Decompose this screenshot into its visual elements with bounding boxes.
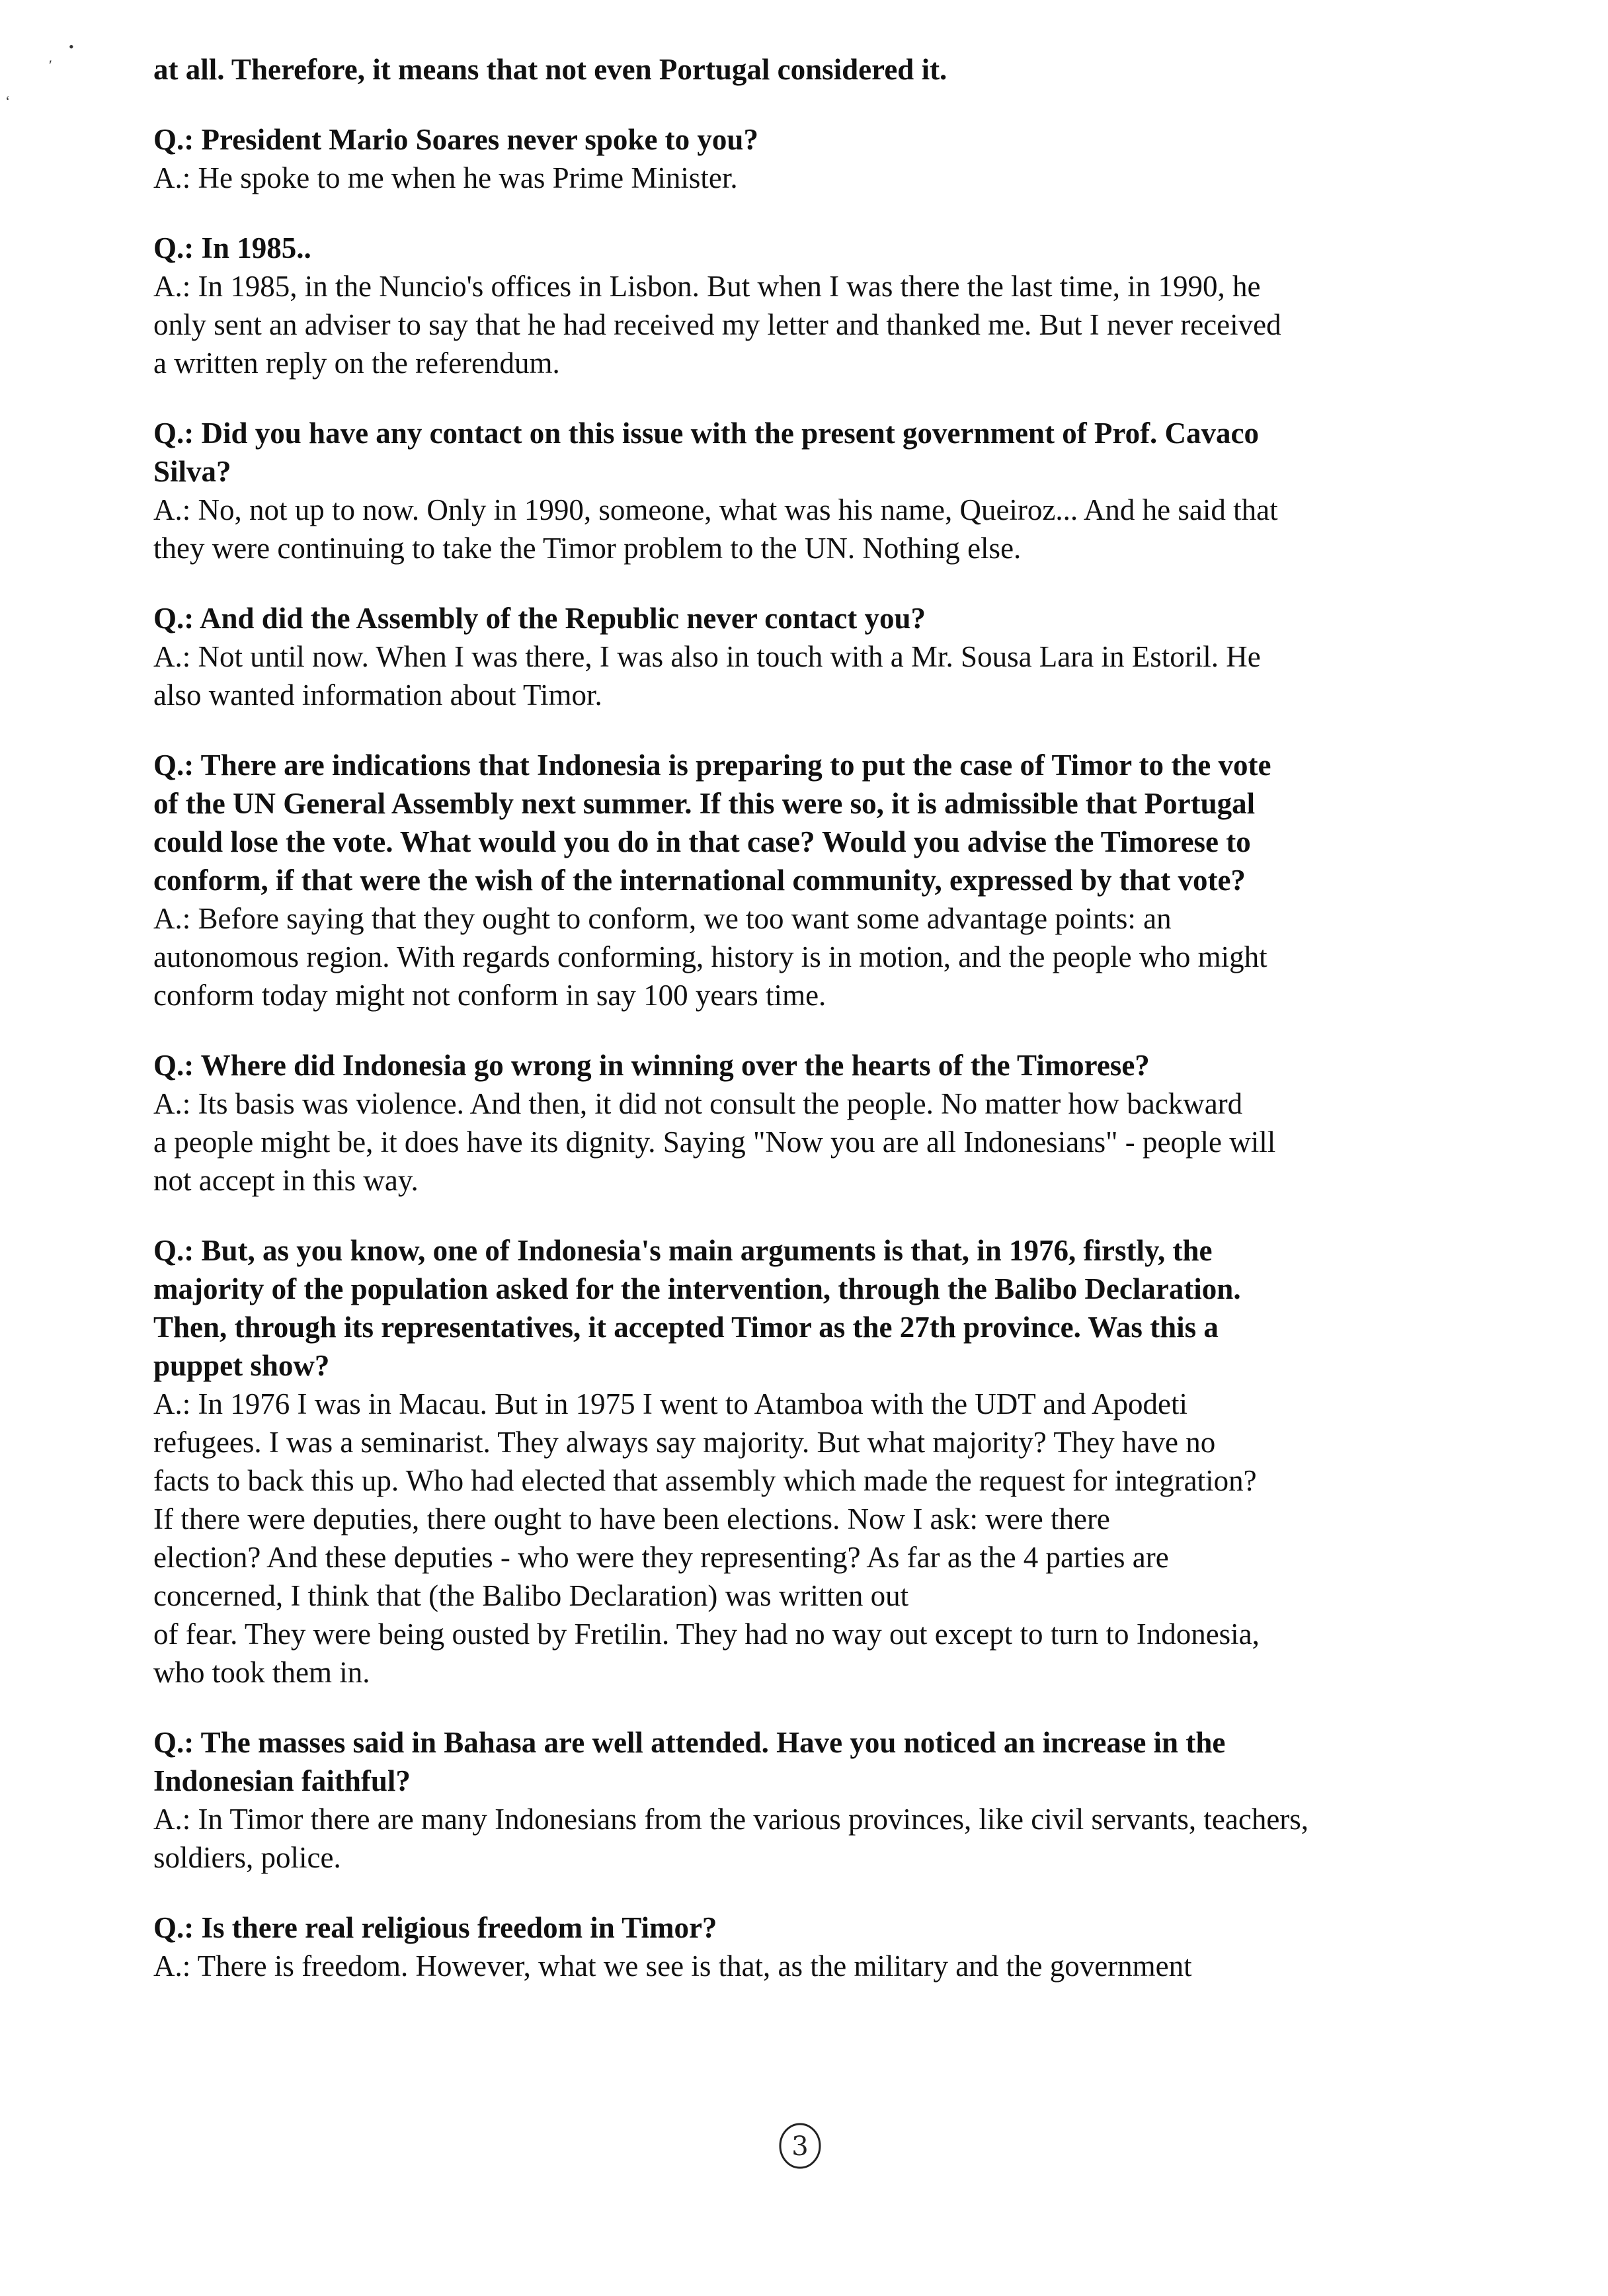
qa-block xyxy=(153,229,1443,382)
document-page xyxy=(153,50,1443,1985)
page-number: 3 xyxy=(791,2131,809,2162)
question-line: Indonesian faithful? xyxy=(153,1764,411,1797)
answer-line: only sent an adviser to say that he had received my letter and thanked me. But I never received xyxy=(153,308,1281,341)
answer-line: a written reply on the referendum. xyxy=(153,347,560,380)
question-line: Then, through its representatives, it accepted Timor as the 27th province. Was this a xyxy=(153,1311,1219,1344)
qa-block xyxy=(153,599,1443,714)
qa-block xyxy=(153,120,1443,197)
qa-block xyxy=(153,1231,1443,1692)
answer-line: facts to back this up. Who had elected that assembly which made the request for integration? xyxy=(153,1464,1257,1497)
answer-line: A.: No, not up to now. Only in 1990, someone, what was his name, Queiroz... And he said that xyxy=(153,493,1278,526)
answer-line: A.: In Timor there are many Indonesians from the various provinces, like civil servants, teachers, xyxy=(153,1803,1309,1836)
question-line: Q.: But, as you know, one of Indonesia's main arguments is that, in 1976, firstly, the xyxy=(153,1234,1213,1267)
qa-block xyxy=(153,746,1443,1014)
opening-line: at all. Therefore, it means that not even Portugal considered it. xyxy=(153,53,947,86)
answer-line: A.: He spoke to me when he was Prime Minister. xyxy=(153,161,738,194)
answer-line: of fear. They were being ousted by Fretilin. They had no way out except to turn to Indonesia, xyxy=(153,1618,1260,1651)
question-line: of the UN General Assembly next summer. If this were so, it is admissible that Portugal xyxy=(153,787,1256,820)
answer-line: refugees. I was a seminarist. They always say majority. But what majority? They have no xyxy=(153,1426,1216,1459)
answer-line: A.: There is freedom. However, what we see is that, as the military and the government xyxy=(153,1949,1192,1983)
question-line: Q.: President Mario Soares never spoke to you? xyxy=(153,123,758,156)
question-line: puppet show? xyxy=(153,1349,330,1382)
answer-line: soldiers, police. xyxy=(153,1841,341,1874)
answer-line: election? And these deputies - who were they representing? As far as the 4 parties are xyxy=(153,1541,1169,1574)
answer-line: A.: Not until now. When I was there, I was also in touch with a Mr. Sousa Lara in Estoril. He xyxy=(153,640,1261,673)
question-line: Q.: Is there real religious freedom in Timor? xyxy=(153,1911,717,1944)
answer-line: a people might be, it does have its dignity. Saying "Now you are all Indonesians" - people will xyxy=(153,1126,1276,1159)
answer-line: conform today might not conform in say 100 years time. xyxy=(153,979,826,1012)
answer-line: who took them in. xyxy=(153,1656,370,1689)
question-line: Q.: There are indications that Indonesia is preparing to put the case of Timor to the vote xyxy=(153,749,1271,782)
answer-line: A.: Before saying that they ought to conform, we too want some advantage points: an xyxy=(153,902,1172,935)
question-line: Q.: Where did Indonesia go wrong in winning over the hearts of the Timorese? xyxy=(153,1049,1150,1082)
answer-line: A.: In 1985, in the Nuncio's offices in Lisbon. But when I was there the last time, in 1990, he xyxy=(153,270,1261,303)
question-line: Silva? xyxy=(153,455,231,488)
answer-line: A.: In 1976 I was in Macau. But in 1975 I went to Atamboa with the UDT and Apodeti xyxy=(153,1387,1187,1420)
qa-block xyxy=(153,1723,1443,1877)
answer-line: A.: Its basis was violence. And then, it did not consult the people. No matter how backward xyxy=(153,1087,1243,1120)
answer-line: If there were deputies, there ought to have been elections. Now I ask: were there xyxy=(153,1502,1110,1536)
qa-block xyxy=(153,414,1443,567)
answer-line: not accept in this way. xyxy=(153,1164,419,1197)
answer-line: concerned, I think that (the Balibo Declaration) was written out xyxy=(153,1579,909,1612)
answer-line: also wanted information about Timor. xyxy=(153,678,602,712)
question-line: Q.: In 1985.. xyxy=(153,231,311,265)
question-line: Q.: The masses said in Bahasa are well attended. Have you noticed an increase in the xyxy=(153,1726,1226,1759)
question-line: majority of the population asked for the intervention, through the Balibo Declaration. xyxy=(153,1272,1241,1305)
scan-mark: • xyxy=(69,38,74,55)
answer-line: autonomous region. With regards conforming, history is in motion, and the people who might xyxy=(153,940,1267,973)
scan-mark: ‘ xyxy=(5,93,11,109)
scan-mark: ′ xyxy=(49,57,52,73)
answer-line: they were continuing to take the Timor problem to the UN. Nothing else. xyxy=(153,532,1022,565)
question-line: could lose the vote. What would you do in that case? Would you advise the Timorese to xyxy=(153,825,1251,858)
question-line: conform, if that were the wish of the international community, expressed by that vote? xyxy=(153,864,1246,897)
qa-list xyxy=(153,120,1443,1985)
question-line: Q.: Did you have any contact on this issue with the present government of Prof. Cavaco xyxy=(153,417,1260,450)
qa-block xyxy=(153,1908,1443,1985)
question-line: Q.: And did the Assembly of the Republic never contact you? xyxy=(153,602,926,635)
qa-block xyxy=(153,1046,1443,1200)
page-number-mark xyxy=(774,2119,826,2172)
